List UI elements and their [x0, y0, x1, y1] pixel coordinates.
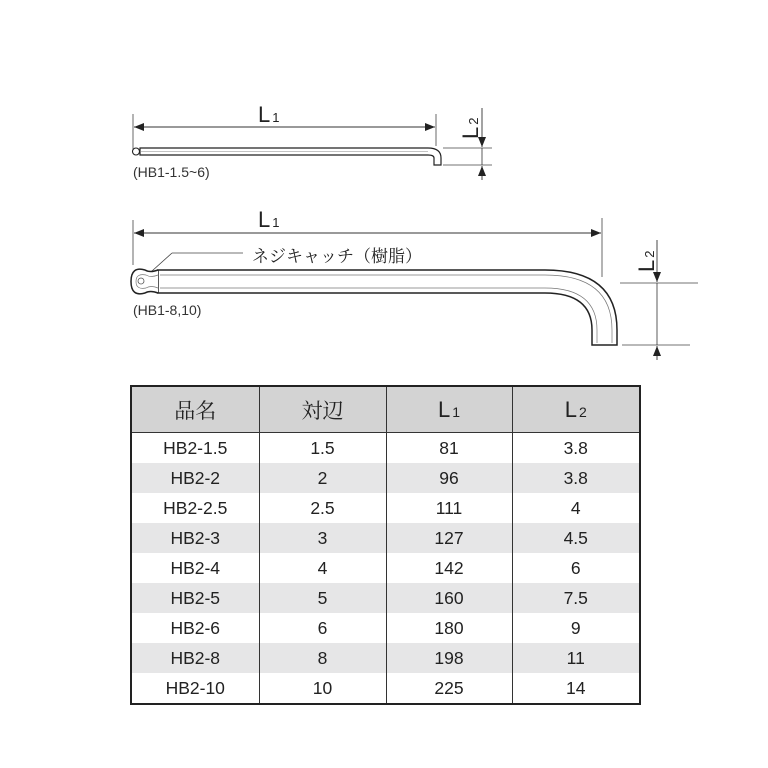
header-across-flats: 対辺	[259, 386, 386, 433]
table-header-row	[131, 386, 640, 433]
dimension-label-l1-large: L 1	[258, 207, 280, 232]
cell-product: HB2-1.5	[131, 433, 259, 464]
spec-table	[130, 385, 641, 705]
cell-size: 6	[259, 613, 386, 643]
table-row	[131, 673, 640, 704]
cell-size: 1.5	[259, 433, 386, 464]
table-row	[131, 433, 640, 464]
dimension-label-l1-small: L 1	[258, 102, 280, 127]
cell-l1: 180	[386, 613, 512, 643]
table-row	[131, 613, 640, 643]
screw-catch-icon	[138, 278, 144, 284]
table-row	[131, 643, 640, 673]
cell-product: HB2-2.5	[131, 493, 259, 523]
cell-size: 5	[259, 583, 386, 613]
cell-l2: 9	[512, 613, 640, 643]
cell-l2: 6	[512, 553, 640, 583]
cell-l2: 4.5	[512, 523, 640, 553]
cell-product: HB2-3	[131, 523, 259, 553]
cell-size: 2.5	[259, 493, 386, 523]
dimension-label-l2-small: L2	[458, 117, 483, 139]
cell-product: HB2-4	[131, 553, 259, 583]
dimension-label-l2-large: L2	[634, 250, 659, 272]
table-row	[131, 493, 640, 523]
cell-l2: 4	[512, 493, 640, 523]
header-l2: L 2	[512, 386, 640, 433]
table-row	[131, 553, 640, 583]
wrench-drawing	[0, 0, 768, 380]
cell-l1: 127	[386, 523, 512, 553]
table-row	[131, 583, 640, 613]
cell-size: 4	[259, 553, 386, 583]
cell-l1: 142	[386, 553, 512, 583]
table-row	[131, 463, 640, 493]
cell-l2: 11	[512, 643, 640, 673]
cell-product: HB2-10	[131, 673, 259, 704]
header-l1: L 1	[386, 386, 512, 433]
cell-product: HB2-8	[131, 643, 259, 673]
cell-size: 2	[259, 463, 386, 493]
table-row	[131, 523, 640, 553]
cell-l2: 14	[512, 673, 640, 704]
cell-l2: 3.8	[512, 463, 640, 493]
cell-l1: 96	[386, 463, 512, 493]
cell-l1: 111	[386, 493, 512, 523]
cell-l2: 7.5	[512, 583, 640, 613]
cell-l1: 225	[386, 673, 512, 704]
model-label-small: (HB1-1.5~6)	[133, 164, 210, 180]
model-label-large: (HB1-8,10)	[133, 302, 202, 318]
cell-product: HB2-2	[131, 463, 259, 493]
cell-l1: 81	[386, 433, 512, 464]
cell-l2: 3.8	[512, 433, 640, 464]
cell-product: HB2-5	[131, 583, 259, 613]
cell-l1: 198	[386, 643, 512, 673]
screw-catch-callout: ネジキャッチ（樹脂）	[252, 247, 422, 267]
cell-l1: 160	[386, 583, 512, 613]
wrench-diagram	[0, 0, 768, 380]
large-wrench	[131, 218, 698, 360]
cell-size: 10	[259, 673, 386, 704]
cell-size: 8	[259, 643, 386, 673]
header-product-name: 品名	[131, 386, 259, 433]
cell-product: HB2-6	[131, 613, 259, 643]
cell-size: 3	[259, 523, 386, 553]
